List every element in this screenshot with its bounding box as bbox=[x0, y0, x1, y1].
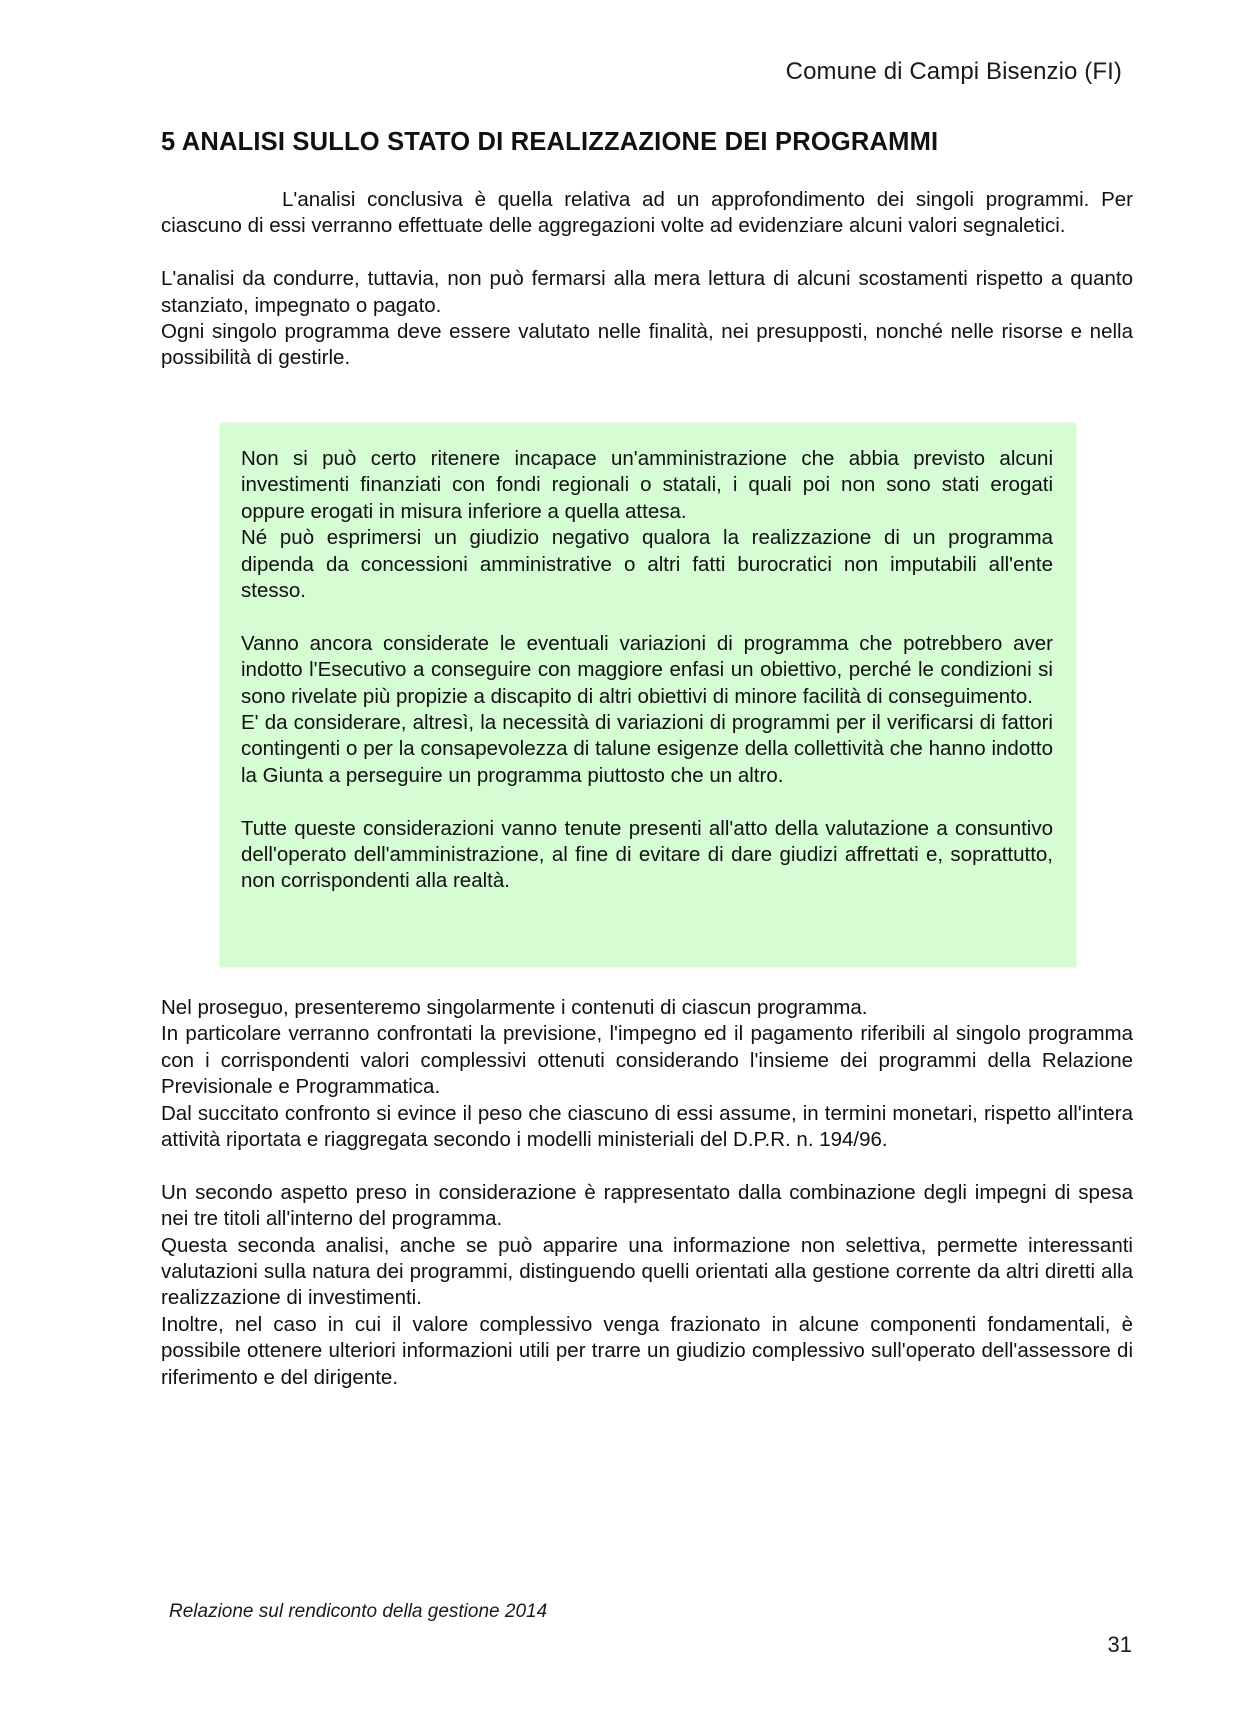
body-paragraph: Questa seconda analisi, anche se può apparire una informazione non selettiva, permette interessanti valutazioni sulla natura dei programmi, distinguendo quelli orientati alla gestione corrente da altri diretti alla realizzazione di investimenti. bbox=[161, 1233, 1133, 1310]
callout-box bbox=[220, 423, 1076, 967]
callout-paragraph: E' da considerare, altresì, la necessità di variazioni di programmi per il verificarsi di fattori contingenti o per la consapevolezza di talune esigenze della collettività che hanno indotto la Giunta a perseguire un programma piuttosto che un altro. bbox=[241, 711, 1053, 787]
callout-text bbox=[241, 446, 1053, 895]
callout-paragraph: Tutte queste considerazioni vanno tenute presenti all'atto della valutazione a consuntivo dell'operato dell'amministrazione, al fine di evitare di dare giudizi affrettati e, soprattutto, non corrispondenti alla realtà. bbox=[241, 816, 1053, 893]
intro-paragraph: Ogni singolo programma deve essere valutato nelle finalità, nei presupposti, nonché nelle risorse e nella possibilità di gestirle. bbox=[161, 320, 1133, 370]
callout-paragraph: Né può esprimersi un giudizio negativo qualora la realizzazione di un programma dipenda da concessioni amministrative o altri fatti burocratici non imputabili all'ente stesso. bbox=[241, 526, 1053, 603]
section-title: 5 ANALISI SULLO STATO DI REALIZZAZIONE DEI PROGRAMMI bbox=[161, 128, 939, 156]
footer-document-title: Relazione sul rendiconto della gestione 2014 bbox=[169, 1601, 548, 1622]
body-paragraph: Dal succitato confronto si evince il peso che ciascuno di essi assume, in termini monetari, rispetto all'intera attività riportata e riaggregata secondo i modelli ministeriali del D.P.R. n. 194/96. bbox=[161, 1101, 1133, 1152]
body-paragraph: Inoltre, nel caso in cui il valore complessivo venga frazionato in alcune componenti fondamentali, è possibile ottenere ulteriori informazioni utili per trarre un giudizio complessivo sull'operato dell'assessore di riferimento e del dirigente. bbox=[161, 1312, 1133, 1389]
callout-paragraph: Non si può certo ritenere incapace un'amministrazione che abbia previsto alcuni investimenti finanziati con fondi regionali o statali, i quali poi non sono stati erogati oppure erogati in misura inferiore a quella attesa. bbox=[241, 447, 1053, 523]
body-paragraph: Nel proseguo, presenteremo singolarmente i contenuti di ciascun programma. bbox=[161, 996, 868, 1019]
body-paragraph: Un secondo aspetto preso in considerazione è rappresentato dalla combinazione degli impegni di spesa nei tre titoli all'interno del programma. bbox=[161, 1180, 1133, 1231]
page-number: 31 bbox=[1107, 1632, 1132, 1657]
intro-paragraph: L'analisi conclusiva è quella relativa ad un approfondimento dei singoli programmi. Per ciascuno di essi verranno effettuate delle aggregazioni volte ad evidenziare alcuni valori segnaletici. bbox=[161, 188, 1133, 238]
header-organization: Comune di Campi Bisenzio (FI) bbox=[785, 58, 1122, 85]
intro-text bbox=[161, 187, 1133, 372]
intro-paragraph: L'analisi da condurre, tuttavia, non può fermarsi alla mera lettura di alcuni scostamenti rispetto a quanto stanziato, impegnato o pagato. bbox=[161, 267, 1133, 317]
following-text bbox=[161, 995, 1133, 1391]
callout-paragraph: Vanno ancora considerate le eventuali variazioni di programma che potrebbero aver indotto l'Esecutivo a conseguire con maggiore enfasi un obiettivo, perché le condizioni si sono rivelate più propizie a discapito di altri obiettivi di minore facilità di conseguimento. bbox=[241, 631, 1053, 708]
body-paragraph: In particolare verranno confrontati la previsione, l'impegno ed il pagamento riferibili al singolo programma con i corrispondenti valori complessivi ottenuti considerando l'insieme dei programmi della Relazione Previsionale e Programmatica. bbox=[161, 1022, 1133, 1099]
